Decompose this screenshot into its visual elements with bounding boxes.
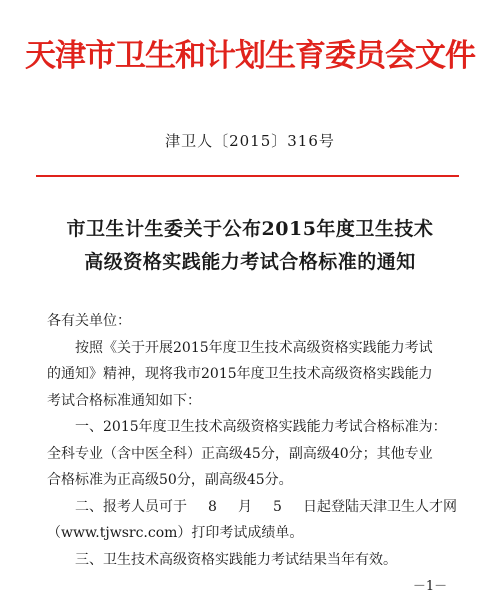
document-number: 津卫人〔2015〕316号 xyxy=(165,132,335,150)
paragraph-2-line-1: 一、2015年度卫生技术高级资格实践能力考试合格标准为： xyxy=(75,419,447,435)
paragraph-2-line-3: 合格标准为正高级50分，副高级45分。 xyxy=(47,472,293,488)
page-number: －1－ xyxy=(412,579,448,594)
paragraph-1-line-3: 考试合格标准通知如下： xyxy=(47,392,201,409)
notice-title-line-2: 高级资格实践能力考试合格标准的通知 xyxy=(84,251,416,273)
paragraph-3-word: 8 xyxy=(208,498,217,515)
paragraph-4-line-1: 三、卫生技术高级资格实践能力考试结果当年有效。 xyxy=(75,551,397,568)
notice-body xyxy=(47,308,457,573)
paragraph-3-word: 二、报考人员可于 xyxy=(75,498,187,515)
notice-title xyxy=(0,213,500,279)
paragraph-3-word: 月 xyxy=(237,498,252,515)
paragraph-3-word: 日起登陆天津卫生人才网 xyxy=(302,498,457,515)
paragraph-1-line-1: 按照《关于开展2015年度卫生技术高级资格实践能力考试 xyxy=(75,339,433,356)
salutation: 各有关单位： xyxy=(47,313,131,329)
issuer-title: 天津市卫生和计划生育委员会文件 xyxy=(25,38,475,74)
paragraph-1-line-2: 的通知》精神，现将我市2015年度卫生技术高级资格实践能力 xyxy=(47,366,433,382)
paragraph-2-line-2: 全科专业（含中医全科）正高级45分，副高级40分；其他专业 xyxy=(47,445,433,462)
paragraph-3-line-2: （www.tjwsrc.com）打印考试成绩单。 xyxy=(47,525,304,541)
paragraph-3-line-1 xyxy=(47,494,457,521)
notice-title-line-1: 市卫生计生委关于公布2015年度卫生技术 xyxy=(66,218,434,240)
red-divider-rule xyxy=(36,175,459,177)
paragraph-3-word: 5 xyxy=(273,498,282,515)
